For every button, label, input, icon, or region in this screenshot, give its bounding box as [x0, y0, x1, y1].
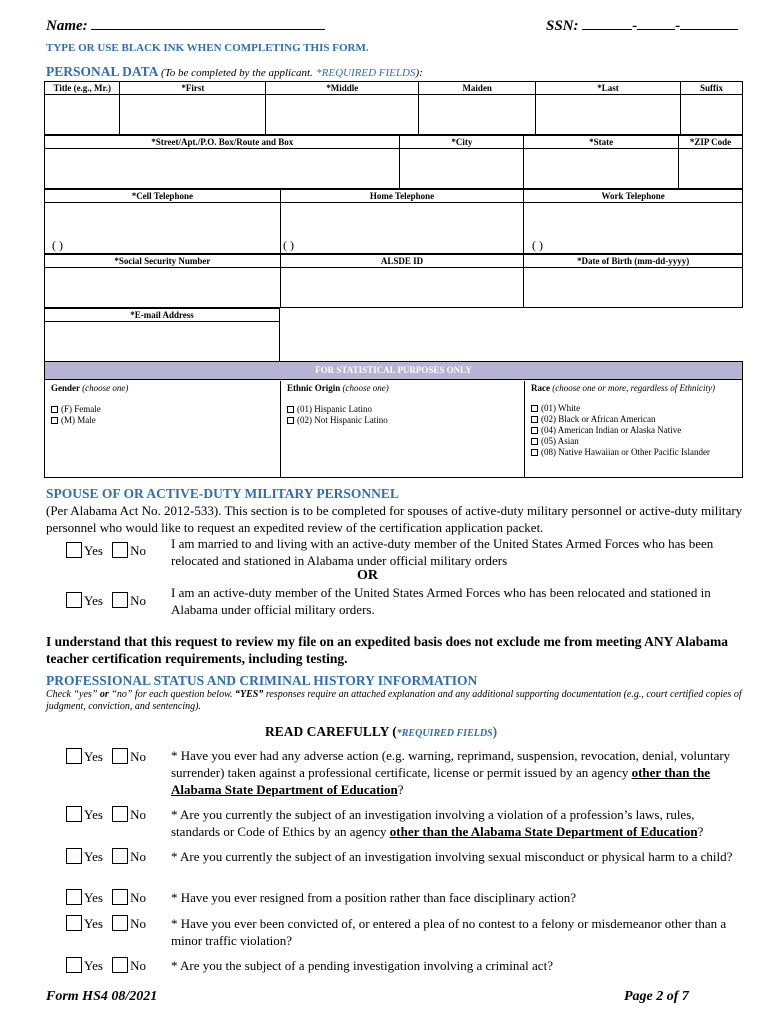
race-hint: (choose one or more, regardless of Ethnicity): [552, 383, 715, 393]
or-label: OR: [357, 568, 378, 583]
work-area-code: ( ): [532, 238, 543, 252]
criminal-q6-choices: [66, 957, 146, 974]
first-name-header: *First: [120, 82, 266, 95]
q2-text-a: * Are you currently the subject of an investigation involving a violation of a profession’s laws, rules, standards or Code of Ethics by an agency: [171, 807, 695, 839]
ethnic-label: Ethnic Origin: [287, 383, 341, 393]
email-table: [44, 308, 280, 362]
criminal-q3-choices: [66, 848, 146, 865]
personal-data-heading: PERSONAL DATA: [46, 64, 158, 79]
criminal-instructions: [46, 689, 746, 713]
form-number: Form HS4 08/2021: [46, 989, 158, 1004]
alsde-id-field[interactable]: [280, 268, 524, 308]
no-label: No: [130, 593, 147, 608]
ssn-table-field[interactable]: [45, 268, 281, 308]
race-native-label: (04) American Indian or Alaska Native: [541, 425, 682, 435]
phone-table: [44, 189, 743, 254]
gender-option-female[interactable]: [51, 404, 274, 414]
read-end: ): [492, 724, 498, 739]
city-header: *City: [400, 136, 524, 149]
race-asian-label: (05) Asian: [541, 436, 579, 446]
ssn-field-3[interactable]: [680, 18, 738, 30]
suffix-header: Suffix: [680, 82, 742, 95]
criminal-q4-no-checkbox[interactable]: [112, 889, 128, 905]
zip-field[interactable]: [679, 149, 743, 189]
home-phone-header: Home Telephone: [280, 190, 524, 203]
q1-end: ?: [397, 782, 404, 797]
ssn-label-row: SSN: - -: [546, 18, 738, 35]
no-label: No: [130, 543, 147, 558]
criminal-q1-no-checkbox[interactable]: [112, 748, 128, 764]
criminal-q2-yes-checkbox[interactable]: [66, 806, 82, 822]
required-fields-note: *REQUIRED FIELDS: [316, 67, 416, 79]
ethnic-heading: [287, 383, 518, 393]
yes-label: Yes: [84, 593, 103, 608]
checkbox-icon[interactable]: [51, 406, 58, 413]
criminal-q6-no-checkbox[interactable]: [112, 957, 128, 973]
street-header: *Street/Apt./P.O. Box/Route and Box: [45, 136, 400, 149]
criminal-q1-text: [171, 747, 741, 798]
checkbox-icon[interactable]: [531, 449, 538, 456]
race-option-native[interactable]: [531, 425, 738, 435]
address-table: [44, 135, 743, 189]
race-option-black[interactable]: [531, 414, 738, 424]
instr-or: or: [97, 689, 112, 700]
no-label: No: [130, 958, 147, 973]
state-header: *State: [524, 136, 679, 149]
checkbox-icon[interactable]: [287, 406, 294, 413]
criminal-q3-yes-checkbox[interactable]: [66, 848, 82, 864]
email-field[interactable]: [45, 322, 280, 362]
ethnic-option-not-hispanic[interactable]: [287, 415, 518, 425]
checkbox-icon[interactable]: [531, 416, 538, 423]
race-label: Race: [531, 383, 550, 393]
ink-instruction: TYPE OR USE BLACK INK WHEN COMPLETING THIS FORM.: [46, 42, 369, 54]
yes-label: Yes: [84, 543, 103, 558]
maiden-name-field[interactable]: [419, 95, 536, 135]
yes-label: Yes: [84, 958, 103, 973]
maiden-name-header: Maiden: [419, 82, 536, 95]
race-option-asian[interactable]: [531, 436, 738, 446]
work-phone-field[interactable]: [524, 203, 743, 254]
work-phone-header: Work Telephone: [524, 190, 743, 203]
race-pacific-label: (08) Native Hawaiian or Other Pacific Islander: [541, 447, 710, 457]
q1-text-a: * Have you ever had any adverse action (e.g. warning, reprimand, suspension, revocation, denial, voluntary surrender) taken against a professional certificate, license or permit issued by an agency: [171, 748, 731, 780]
no-label: No: [130, 849, 147, 864]
criminal-q6-text: * Are you the subject of a pending investigation involving a criminal act?: [171, 958, 553, 973]
city-field[interactable]: [400, 149, 524, 189]
race-column: [525, 381, 744, 477]
title-field[interactable]: [45, 95, 120, 135]
gender-column: [45, 381, 281, 477]
spouse-q1-yes-checkbox[interactable]: [66, 542, 82, 558]
yes-label: Yes: [84, 849, 103, 864]
criminal-q4-text: * Have you ever resigned from a position rather than face disciplinary action?: [171, 890, 577, 905]
spouse-q1-no-checkbox[interactable]: [112, 542, 128, 558]
checkbox-icon[interactable]: [531, 405, 538, 412]
cell-area-code: ( ): [52, 238, 63, 252]
spouse-q1-text: I am married to and living with an active-duty member of the United States Armed Forces who has been relocated and stationed in Alabama under official military orders: [171, 536, 714, 568]
race-option-white[interactable]: [531, 403, 738, 413]
last-name-header: *Last: [536, 82, 681, 95]
gender-hint: (choose one): [82, 383, 129, 393]
ethnic-option-hispanic[interactable]: [287, 404, 518, 414]
spouse-q2-text: I am an active-duty member of the United States Armed Forces who has been relocated and stationed in Alabama under official military orders.: [171, 585, 711, 617]
criminal-q2-no-checkbox[interactable]: [112, 806, 128, 822]
gender-option-male[interactable]: [51, 415, 274, 425]
name-table: [44, 81, 743, 135]
statistical-bar: FOR STATISTICAL PURPOSES ONLY: [45, 362, 742, 380]
criminal-q4-choices: [66, 889, 146, 906]
q2-end: ?: [697, 824, 704, 839]
home-phone-field[interactable]: [280, 203, 524, 254]
criminal-q5-choices: [66, 915, 146, 932]
ethnic-hispanic-label: (01) Hispanic Latino: [297, 404, 372, 414]
criminal-q3-text: * Are you currently the subject of an investigation involving sexual misconduct or physical harm to a child?: [171, 849, 733, 864]
criminal-q5-no-checkbox[interactable]: [112, 915, 128, 931]
instr-yes-bold: “YES”: [235, 689, 264, 700]
street-field[interactable]: [45, 149, 400, 189]
criminal-section-title: PROFESSIONAL STATUS AND CRIMINAL HISTORY INFORMATION: [46, 673, 478, 688]
page-number: Page 2 of 7: [624, 989, 689, 1004]
middle-name-field[interactable]: [266, 95, 419, 135]
checkbox-icon[interactable]: [531, 427, 538, 434]
criminal-q2-text: [171, 806, 741, 840]
gender-female-label: (F) Female: [61, 404, 101, 414]
statistical-section: [44, 361, 743, 478]
name-field[interactable]: [91, 18, 325, 30]
personal-data-subtitle: (To be completed by the applicant.: [161, 67, 313, 79]
personal-data-title: [46, 64, 423, 80]
checkbox-icon[interactable]: [51, 417, 58, 424]
q2-underlined: other than the Alabama State Department of Education: [389, 824, 698, 839]
instr-no: “no” for each question below.: [111, 689, 235, 700]
read-carefully: [265, 724, 497, 740]
criminal-q1-choices: [66, 748, 146, 765]
race-white-label: (01) White: [541, 403, 581, 413]
yes-label: Yes: [84, 807, 103, 822]
spouse-q2-yes-checkbox[interactable]: [66, 592, 82, 608]
gender-label: Gender: [51, 383, 80, 393]
cell-phone-field[interactable]: [45, 203, 281, 254]
title-header: Title (e.g., Mr.): [45, 82, 120, 95]
criminal-q1-yes-checkbox[interactable]: [66, 748, 82, 764]
yes-label: Yes: [84, 890, 103, 905]
yes-label: Yes: [84, 916, 103, 931]
home-area-code: ( ): [283, 238, 294, 252]
criminal-q3-no-checkbox[interactable]: [112, 848, 128, 864]
alsde-id-header: ALSDE ID: [280, 255, 524, 268]
first-name-field[interactable]: [120, 95, 266, 135]
no-label: No: [130, 916, 147, 931]
q1-underlined: other than the Alabama State Department of Education: [171, 765, 711, 797]
spouse-intro: (Per Alabama Act No. 2012-533). This section is to be completed for spouses of active-duty military personnel or active-duty military personnel who would like to request an expedited review of the certification application packet.: [46, 503, 743, 535]
spouse-section-title: SPOUSE OF OR ACTIVE-DUTY MILITARY PERSONNEL: [46, 486, 399, 501]
ethnic-hint: (choose one): [342, 383, 389, 393]
criminal-q2-choices: [66, 806, 146, 823]
criminal-q6-yes-checkbox[interactable]: [66, 957, 82, 973]
suffix-field[interactable]: [680, 95, 742, 135]
read-carefully-label: READ CAREFULLY (: [265, 724, 397, 739]
no-label: No: [130, 807, 147, 822]
id-table: [44, 254, 743, 308]
gender-male-label: (M) Male: [61, 415, 96, 425]
race-option-pacific[interactable]: [531, 447, 738, 457]
read-required-fields: *REQUIRED FIELDS: [396, 728, 493, 739]
cell-phone-header: *Cell Telephone: [45, 190, 281, 203]
race-heading: [531, 383, 738, 393]
middle-name-header: *Middle: [266, 82, 419, 95]
ethnic-column: [281, 381, 525, 477]
instr-rest: responses require an attached explanation and any additional supporting documentation (e.g., court certified copies of judgment, conviction, and sentencing).: [46, 689, 742, 712]
ssn-header: *Social Security Number: [45, 255, 281, 268]
no-label: No: [130, 890, 147, 905]
state-field[interactable]: [524, 149, 679, 189]
gender-heading: [51, 383, 274, 393]
last-name-field[interactable]: [536, 95, 681, 135]
subtitle-end: ):: [415, 67, 423, 79]
checkbox-icon[interactable]: [287, 417, 294, 424]
criminal-q4-yes-checkbox[interactable]: [66, 889, 82, 905]
criminal-q5-yes-checkbox[interactable]: [66, 915, 82, 931]
name-label-row: [46, 18, 325, 35]
dob-header: *Date of Birth (mm-dd-yyyy): [524, 255, 743, 268]
zip-header: *ZIP Code: [679, 136, 743, 149]
checkbox-icon[interactable]: [531, 438, 538, 445]
ssn-label: SSN:: [546, 18, 579, 34]
ethnic-not-hispanic-label: (02) Not Hispanic Latino: [297, 415, 388, 425]
instr-yes: Check “yes”: [46, 689, 98, 700]
spouse-q1-choices: [66, 542, 146, 559]
yes-label: Yes: [84, 749, 103, 764]
ssn-field-1[interactable]: [582, 18, 632, 30]
spouse-q2-no-checkbox[interactable]: [112, 592, 128, 608]
email-header: *E-mail Address: [45, 309, 280, 322]
no-label: No: [130, 749, 147, 764]
name-label: Name:: [46, 18, 88, 34]
dob-field[interactable]: [524, 268, 743, 308]
criminal-q5-text: * Have you ever been convicted of, or entered a plea of no contest to a felony or misdemeanor other than a minor traffic violation?: [171, 916, 727, 948]
ssn-field-2[interactable]: [637, 18, 675, 30]
understand-statement: I understand that this request to review my file on an expedited basis does not exclude me from meeting ANY Alabama teacher certification requirements, including testing.: [46, 634, 728, 666]
spouse-q2-choices: [66, 592, 146, 609]
race-black-label: (02) Black or African American: [541, 414, 656, 424]
